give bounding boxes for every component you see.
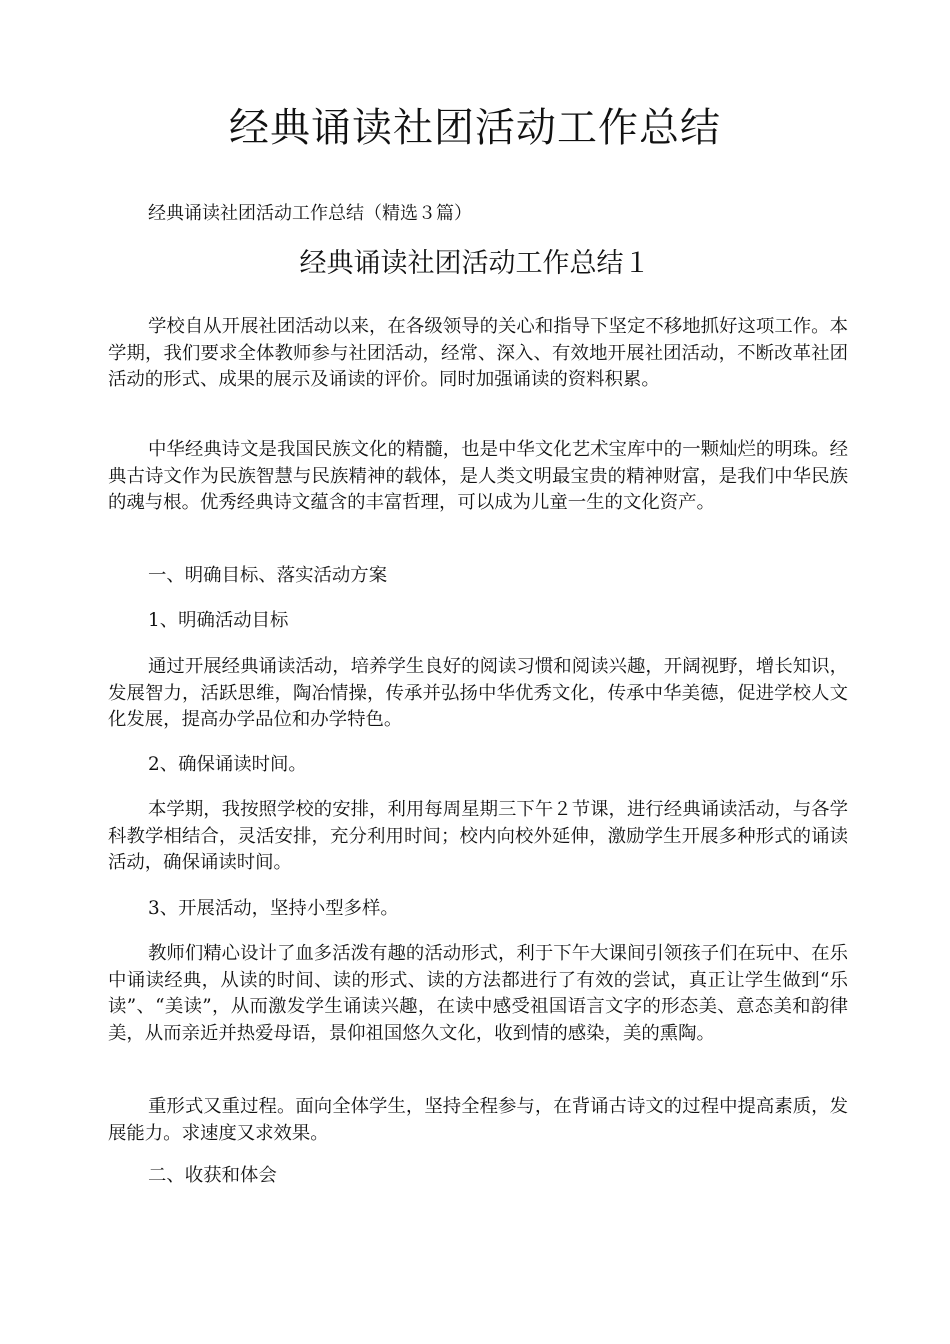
heading-section-2: 二、收获和体会	[148, 1165, 277, 1186]
heading-activities: 3、开展活动，坚持小型多样。	[148, 898, 399, 919]
document-title: 经典诵读社团活动工作总结	[229, 105, 721, 151]
document-subtitle: 经典诵读社团活动工作总结（精选３篇）	[148, 203, 472, 224]
paragraph-process: 重形式又重过程。面向全体学生，坚持全程参与，在背诵古诗文的过程中提高素质，发展能力。求速度又求效果。	[108, 1096, 848, 1144]
heading-goal: 1、明确活动目标	[148, 610, 289, 631]
heading-section-1: 一、明确目标、落实活动方案	[148, 565, 388, 586]
paragraph-classics: 中华经典诗文是我国民族文化的精髓，也是中华文化艺术宝库中的一颗灿烂的明珠。经典古诗文作为民族智慧与民族精神的载体，是人类文明最宝贵的精神财富，是我们中华民族的魂与根。优秀经典诗文蕴含的丰富哲理，可以成为儿童一生的文化资产。	[108, 439, 848, 513]
paragraph-activities: 教师们精心设计了血多活泼有趣的活动形式，利于下午大课间引领孩子们在玩中、在乐中诵读经典，从读的时间、读的形式、读的方法都进行了有效的尝试，真正让学生做到“乐读”、“美读”，从而激发学生诵读兴趣，在读中感受祖国语言文字的形态美、意态美和韵律美，从而亲近并热爱母语，景仰祖国悠久文化，收到情的感染，美的熏陶。	[108, 943, 848, 1044]
paragraph-intro: 学校自从开展社团活动以来，在各级领导的关心和指导下坚定不移地抓好这项工作。本学期，我们要求全体教师参与社团活动，经常、深入、有效地开展社团活动，不断改革社团活动的形式、成果的展示及诵读的评价。同时加强诵读的资料积累。	[108, 316, 848, 390]
section-title: 经典诵读社团活动工作总结１	[299, 248, 651, 279]
heading-time: 2、确保诵读时间。	[148, 754, 307, 775]
paragraph-time: 本学期，我按照学校的安排，利用每周星期三下午２节课，进行经典诵读活动，与各学科教学相结合，灵活安排，充分利用时间；校内向校外延伸，激励学生开展多种形式的诵读活动，确保诵读时间。	[108, 799, 848, 873]
paragraph-goal: 通过开展经典诵读活动，培养学生良好的阅读习惯和阅读兴趣，开阔视野，增长知识，发展智力，活跃思维，陶冶情操，传承并弘扬中华优秀文化，传承中华美德，促进学校人文化发展，提高办学品位和办学特色。	[108, 656, 848, 730]
